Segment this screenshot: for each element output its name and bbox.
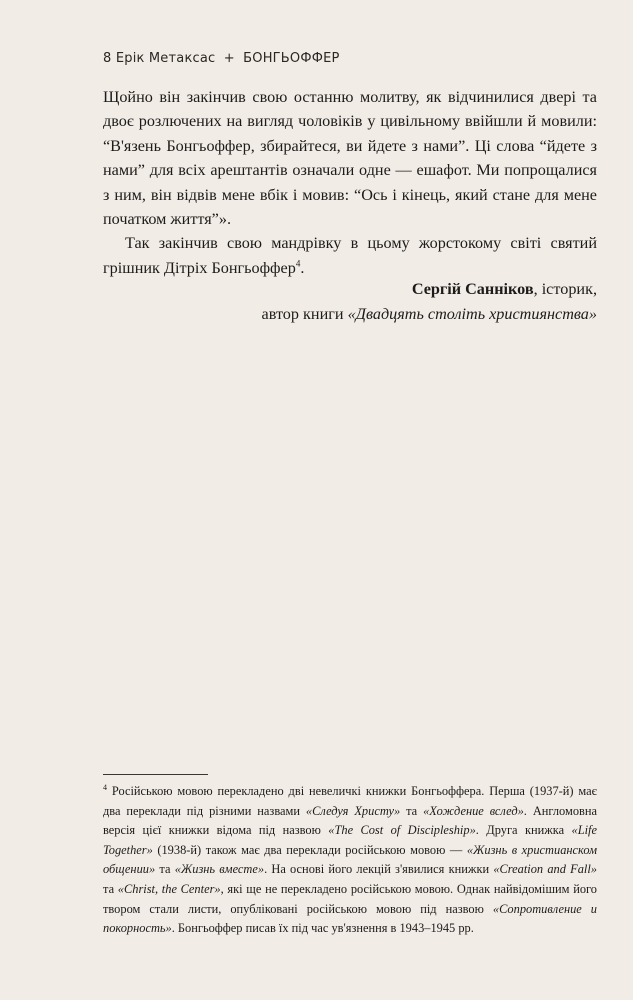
header-author: Ерік Метаксас bbox=[115, 51, 216, 66]
footnote-title: «Life Together» bbox=[103, 823, 597, 857]
footnote-title: «Хождение вслед» bbox=[423, 803, 524, 818]
signature-block bbox=[262, 277, 597, 327]
paragraph-2 bbox=[103, 231, 597, 280]
footnote-number: 4 bbox=[103, 782, 107, 792]
paragraph-2-end: . bbox=[300, 258, 305, 277]
main-text bbox=[103, 85, 597, 280]
signature-book-title: «Двадцять століть християнства» bbox=[347, 305, 597, 323]
paragraph-1: Щойно він закінчив свою останню молитву, як відчинилися двері та двоє розлючених на вигляд чоловіків у цивільному ввійшли й мовили: “В'язень Бонгьоффер, збирайтеся, ви йдете з нами”. Ці слова “йдете з нами” для всіх арештантів означали одне — ешафот. Ми попрощалися з ним, він відвів мене вбік і мовив: “Ось і кінець, який стане для мене початком життя”». bbox=[103, 88, 597, 229]
footnote-text: . На основі його лекцій з'явилися книжки bbox=[264, 862, 494, 877]
footnote-text: , які ще не перекладено російською мовою. Однак найвідомішим його твором стали листи, опубліковані російською мовою під назвою bbox=[103, 881, 597, 916]
footnote-text: (1938-й) також має два переклади російською мовою — bbox=[152, 842, 467, 857]
footnote-title: «Сопротивление и покорность» bbox=[103, 901, 597, 936]
header-separator: + bbox=[223, 51, 235, 66]
footnote-text: . Друга книжка bbox=[475, 823, 572, 838]
footnote-text: . Бонгьоффер писав їх під час ув'язнення в 1943–1945 рр. bbox=[171, 921, 474, 936]
footnote-title: «The Cost of Discipleship» bbox=[328, 823, 476, 838]
footnote-text: та bbox=[155, 862, 175, 877]
footnote-text: та bbox=[103, 881, 118, 896]
footnote-reference[interactable]: 4 bbox=[295, 258, 301, 269]
footnote-title: «Christ, the Center» bbox=[117, 881, 221, 896]
signature-role: , історик, bbox=[533, 280, 597, 298]
paragraph-2-text: Так закінчив свою мандрівку в цьому жорстокому світі святий грішник Дітріх Бонгьоффер bbox=[103, 234, 597, 277]
footnote-title: «Жизнь в христианском общении» bbox=[103, 842, 597, 877]
signature-line-1 bbox=[262, 277, 597, 302]
footnote-text: . Англомовна версія цієї книжки відома під назвою bbox=[103, 803, 598, 838]
footnote-title: «Creation and Fall» bbox=[493, 862, 598, 877]
header-book-title: БОНГЬОФФЕР bbox=[243, 51, 340, 66]
footnote-divider bbox=[103, 774, 208, 775]
footnote-text: Російською мовою перекладено дві невеличкі книжки Бонгьоффера. Перша (1937-й) має два переклади під різними назвами bbox=[103, 784, 597, 818]
running-header bbox=[103, 51, 340, 66]
footnote-title: «Следуя Христу» bbox=[305, 803, 401, 818]
page-number: 8 bbox=[103, 51, 112, 66]
footnote-text: та bbox=[400, 803, 424, 818]
signature-line-2 bbox=[262, 302, 597, 327]
signature-name: Сергій Санніков bbox=[411, 280, 534, 298]
signature-prefix: автор книги bbox=[261, 305, 348, 323]
footnote-title: «Жизнь вместе» bbox=[174, 862, 265, 877]
footnote-4 bbox=[103, 782, 597, 939]
